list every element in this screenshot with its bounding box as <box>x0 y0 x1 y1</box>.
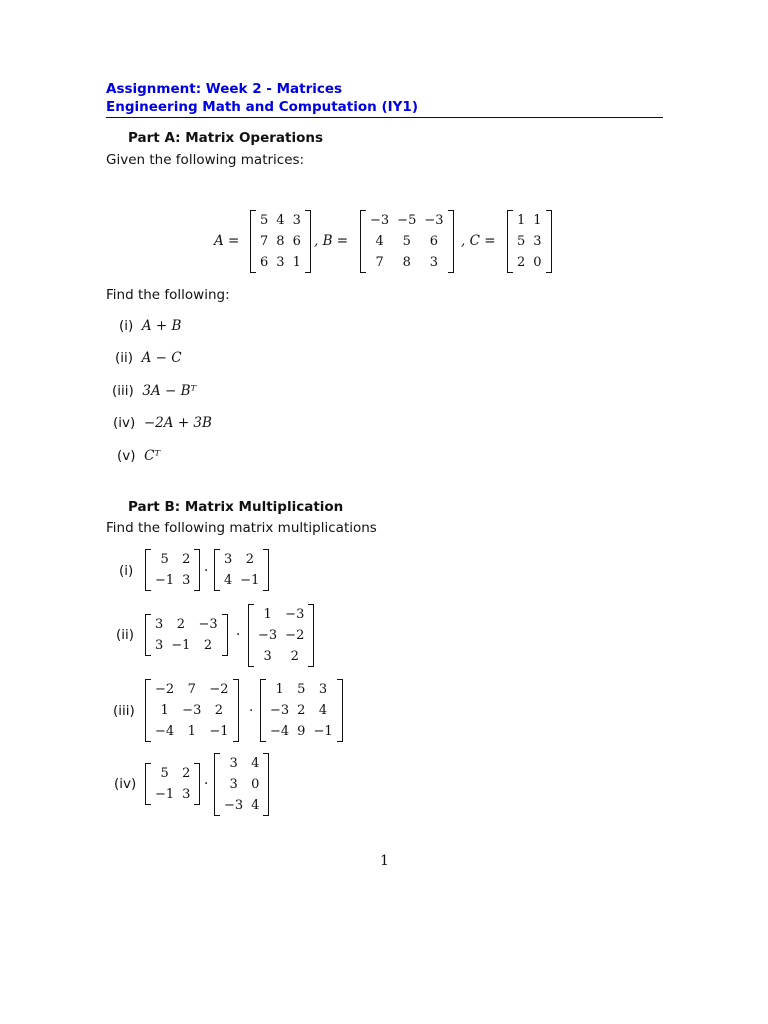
matrix-a: 5 4 3 7 8 6 6 3 1 <box>250 210 311 273</box>
multiply-dot: · <box>204 776 209 792</box>
matrix-c: 1 1 5 3 2 0 <box>507 210 552 273</box>
matrix-b3-left: −2 7 −2 1 −3 2 −4 1 −1 <box>145 679 239 742</box>
header-divider <box>106 117 663 118</box>
list-item: (v) Cᵀ <box>117 448 161 464</box>
assignment-title: Assignment: Week 2 - Matrices <box>106 81 343 97</box>
part-b-item-label: (ii) <box>116 627 135 643</box>
matrix-b-name: , B = <box>314 233 349 249</box>
page-number: 1 <box>380 853 389 869</box>
find-following-text: Find the following: <box>106 287 230 303</box>
list-item: (ii) A − C <box>115 350 182 366</box>
matrix-b4-right: 3 4 3 0 −3 4 <box>214 753 269 816</box>
multiply-dot: · <box>249 703 254 719</box>
course-title: Engineering Math and Computation (IY1) <box>106 99 418 115</box>
part-b-item-label: (i) <box>119 563 134 579</box>
document-header <box>106 80 418 116</box>
matrix-b3-right: 1 5 3 −3 2 4 −4 9 −1 <box>260 679 343 742</box>
matrix-a-name: A = <box>214 233 240 249</box>
part-b-title: Part B: Matrix Multiplication <box>128 499 344 515</box>
list-item: (i) A + B <box>119 318 182 334</box>
multiply-dot: · <box>236 627 241 643</box>
part-a-title: Part A: Matrix Operations <box>128 130 324 146</box>
matrix-b2-right: 1 −3 −3 −2 3 2 <box>248 604 314 667</box>
matrix-c-name: , C = <box>461 233 496 249</box>
matrix-b1-left: 5 2 −1 3 <box>145 549 200 591</box>
matrix-b1-right: 3 2 4 −1 <box>214 549 269 591</box>
part-b-item-label: (iii) <box>113 703 135 719</box>
part-a-intro: Given the following matrices: <box>106 152 305 168</box>
part-b-intro: Find the following matrix multiplications <box>106 520 377 536</box>
matrix-b: −3 −5 −3 4 5 6 7 8 3 <box>360 210 454 273</box>
matrix-b2-left: 3 2 −3 3 −1 2 <box>145 614 228 656</box>
multiply-dot: · <box>204 563 209 579</box>
part-b-item-label: (iv) <box>114 776 137 792</box>
matrix-b4-left: 5 2 −1 3 <box>145 763 200 805</box>
list-item: (iii) 3A − Bᵀ <box>112 383 197 399</box>
list-item: (iv) −2A + 3B <box>113 415 212 431</box>
